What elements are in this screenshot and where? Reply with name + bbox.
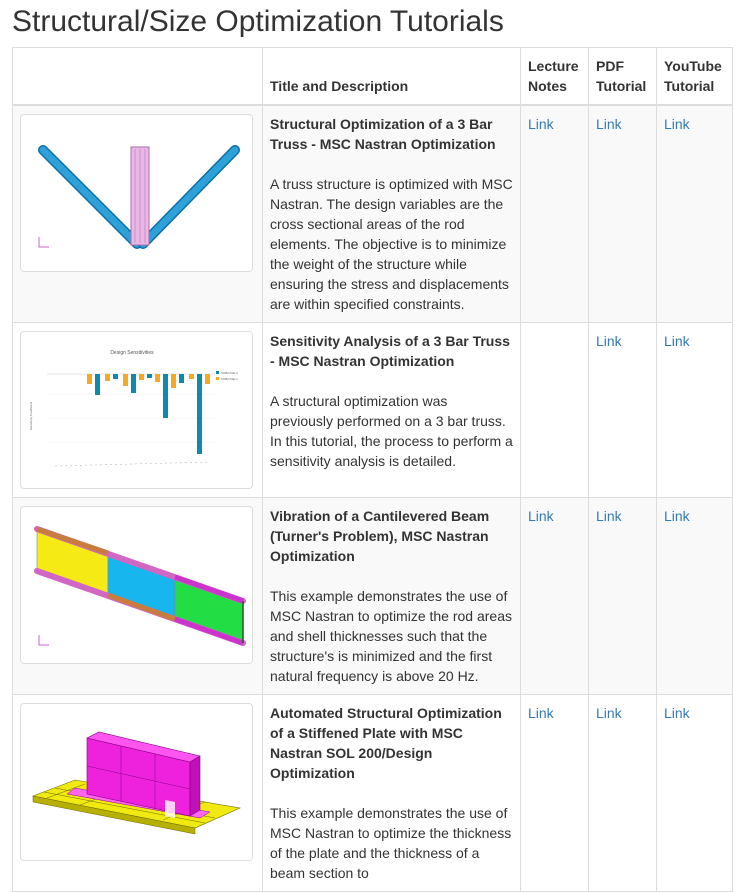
youtube-tutorial-cell (657, 323, 733, 498)
thumbnail-3-bar-truss[interactable] (20, 114, 253, 272)
lecture-notes-link[interactable]: Link (528, 508, 554, 524)
pdf-tutorial-cell (589, 695, 657, 892)
tutorial-title: Automated Structural Optimization of a Stiffened Plate with MSC Nastran SOL 200/Design Optimization (270, 705, 502, 781)
lecture-notes-link[interactable]: Link (528, 116, 554, 132)
table-row (13, 695, 733, 892)
thumbnail-cell (13, 498, 263, 695)
tutorial-description: This example demonstrates the use of MSC Nastran to optimize the thickness of the plate and the thickness of a beam section to (270, 805, 512, 881)
thumbnail-cell (13, 323, 263, 498)
youtube-tutorial-link[interactable]: Link (664, 116, 690, 132)
thumbnail-sensitivity-chart[interactable] (20, 331, 253, 489)
header-image (13, 48, 263, 106)
thumbnail-stiffened-plate[interactable] (20, 703, 253, 861)
thumbnail-cell (13, 105, 263, 323)
stiffened-plate-image (25, 708, 248, 856)
pdf-tutorial-link[interactable]: Link (596, 705, 622, 721)
pdf-tutorial-cell (589, 323, 657, 498)
pdf-tutorial-cell (589, 105, 657, 323)
youtube-tutorial-cell (657, 498, 733, 695)
header-pdf-tutorial: PDF Tutorial (589, 48, 657, 106)
header-row (13, 48, 733, 106)
lecture-notes-cell (521, 323, 589, 498)
lecture-notes-cell (521, 695, 589, 892)
tutorial-description: A truss structure is optimized with MSC Nastran. The design variables are the cross sectional areas of the rod elements. The objective is to minimize the weight of the structure while ensuring the stress and displacements are within specified constraints. (270, 176, 513, 312)
lecture-notes-link[interactable]: Link (528, 705, 554, 721)
pdf-tutorial-cell (589, 498, 657, 695)
pdf-tutorial-link[interactable]: Link (596, 333, 622, 349)
header-youtube-tutorial: YouTube Tutorial (657, 48, 733, 106)
tutorial-title: Sensitivity Analysis of a 3 Bar Truss - MSC Nastran Optimization (270, 333, 510, 369)
pdf-tutorial-link[interactable]: Link (596, 116, 622, 132)
truss-model-image (25, 119, 248, 267)
sensitivity-axis-label: Sensitivity Coefficient (29, 401, 33, 431)
title-description-cell (263, 498, 521, 695)
youtube-tutorial-cell (657, 695, 733, 892)
youtube-tutorial-link[interactable]: Link (664, 508, 690, 524)
sensitivity-legend-2: SUBCASE 1 (221, 377, 238, 381)
youtube-tutorial-link[interactable]: Link (664, 333, 690, 349)
design-sensitivities-image (25, 336, 248, 484)
sensitivity-chart-title: Design Sensitivities (110, 350, 154, 356)
table-row (13, 498, 733, 695)
page-title: Structural/Size Optimization Tutorials (12, 5, 504, 38)
thumbnail-cantilevered-beam[interactable] (20, 506, 253, 664)
lecture-notes-cell (521, 498, 589, 695)
tutorial-title: Structural Optimization of a 3 Bar Truss - MSC Nastran Optimization (270, 116, 496, 152)
lecture-notes-cell (521, 105, 589, 323)
table-row (13, 323, 733, 498)
header-title: Title and Description (263, 48, 521, 106)
tutorials-table (12, 47, 733, 892)
header-lecture-notes: Lecture Notes (521, 48, 589, 106)
tutorial-description: This example demonstrates the use of MSC Nastran to optimize the rod areas and shell thicknesses such that the structure's is minimized and the first natural frequency is above 20 Hz. (270, 588, 512, 684)
tutorial-title: Vibration of a Cantilevered Beam (Turner's Problem), MSC Nastran Optimization (270, 508, 490, 564)
title-description-cell (263, 323, 521, 498)
pdf-tutorial-link[interactable]: Link (596, 508, 622, 524)
title-description-cell (263, 105, 521, 323)
table-row (13, 105, 733, 323)
sensitivity-legend-1: SUBCASE 2 (221, 371, 238, 375)
youtube-tutorial-cell (657, 105, 733, 323)
youtube-tutorial-link[interactable]: Link (664, 705, 690, 721)
tutorial-description: A structural optimization was previously performed on a 3 bar truss. In this tutorial, the process to perform a sensitivity analysis is detailed. (270, 393, 513, 469)
title-description-cell (263, 695, 521, 892)
cantilever-beam-image (25, 511, 248, 659)
thumbnail-cell (13, 695, 263, 892)
